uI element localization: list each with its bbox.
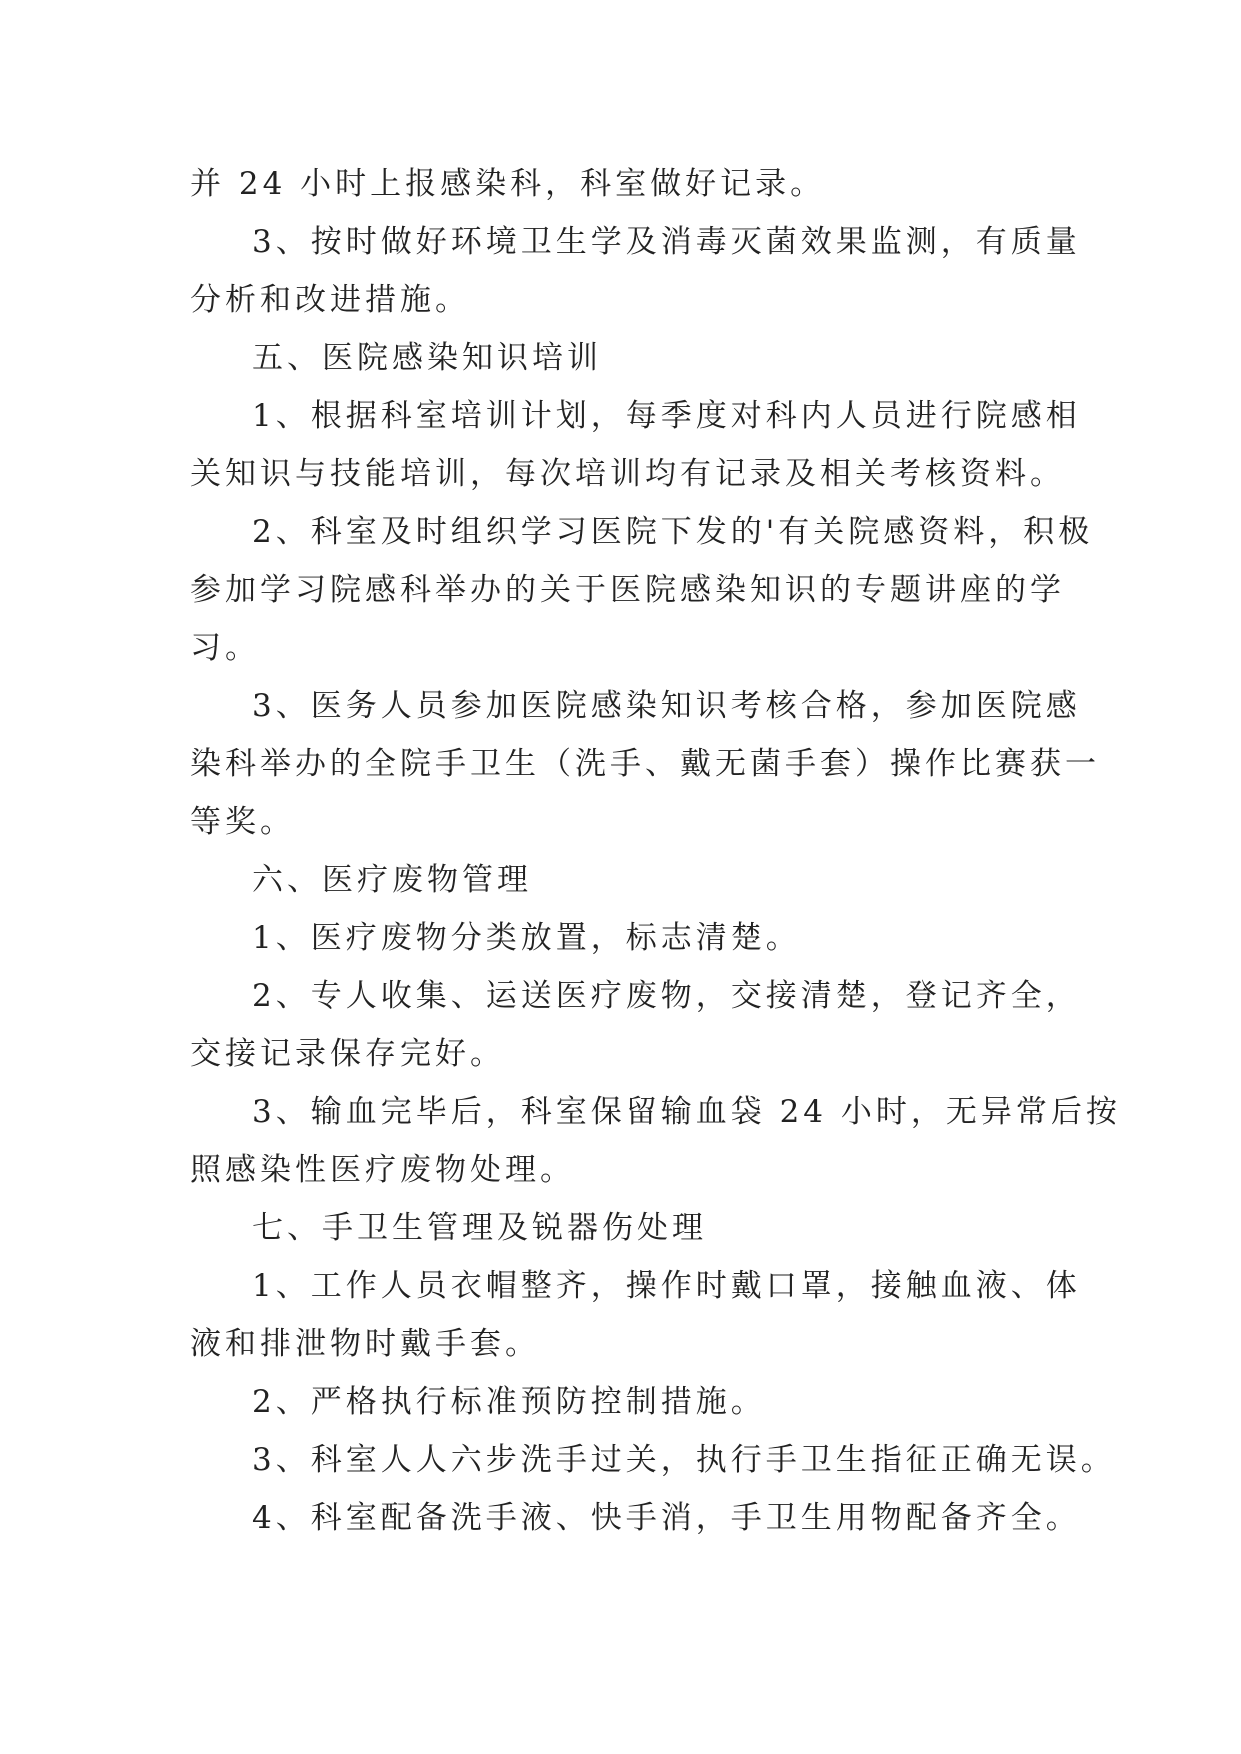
section-heading-waste: 六、医疗废物管理 [252, 862, 532, 898]
item-env-monitoring: 3、按时做好环境卫生学及消毒灭菌效果监测，有质量 [252, 224, 1081, 260]
item-blood-bag: 3、输血完毕后，科室保留输血袋 24 小时，无异常后按 [252, 1094, 1121, 1130]
item-training-plan: 1、根据科室培训计划，每季度对科内人员进行院感相 [252, 398, 1081, 434]
line-continuation: 习。 [190, 630, 260, 666]
line-continuation: 参加学习院感科举办的关于医院感染知识的专题讲座的学 [190, 572, 1065, 608]
line-continuation: 等奖。 [190, 804, 295, 840]
item-attire: 1、工作人员衣帽整齐，操作时戴口罩，接触血液、体 [252, 1268, 1081, 1304]
line-continuation: 分析和改进措施。 [190, 282, 470, 318]
line-continuation: 照感染性医疗废物处理。 [190, 1152, 575, 1188]
item-hand-supplies: 4、科室配备洗手液、快手消，手卫生用物配备齐全。 [252, 1500, 1081, 1536]
item-waste-transport: 2、专人收集、运送医疗废物，交接清楚，登记齐全， [252, 978, 1081, 1014]
line-continuation: 交接记录保存完好。 [190, 1036, 505, 1072]
item-study-materials: 2、科室及时组织学习医院下发的'有关院感资料，积极 [252, 514, 1094, 550]
item-assessment: 3、医务人员参加医院感染知识考核合格，参加医院感 [252, 688, 1081, 724]
section-heading-hand-hygiene: 七、手卫生管理及锐器伤处理 [252, 1210, 707, 1246]
item-waste-sorting: 1、医疗废物分类放置，标志清楚。 [252, 920, 801, 956]
line-continuation: 液和排泄物时戴手套。 [190, 1326, 540, 1362]
item-standard-precautions: 2、严格执行标准预防控制措施。 [252, 1384, 766, 1420]
document-body [190, 155, 1121, 1547]
item-handwashing: 3、科室人人六步洗手过关，执行手卫生指征正确无误。 [252, 1442, 1116, 1478]
line-continuation: 并 24 小时上报感染科，科室做好记录。 [190, 166, 826, 202]
section-heading-training: 五、医院感染知识培训 [252, 340, 602, 376]
line-continuation: 染科举办的全院手卫生（洗手、戴无菌手套）操作比赛获一 [190, 746, 1100, 782]
line-continuation: 关知识与技能培训，每次培训均有记录及相关考核资料。 [190, 456, 1065, 492]
